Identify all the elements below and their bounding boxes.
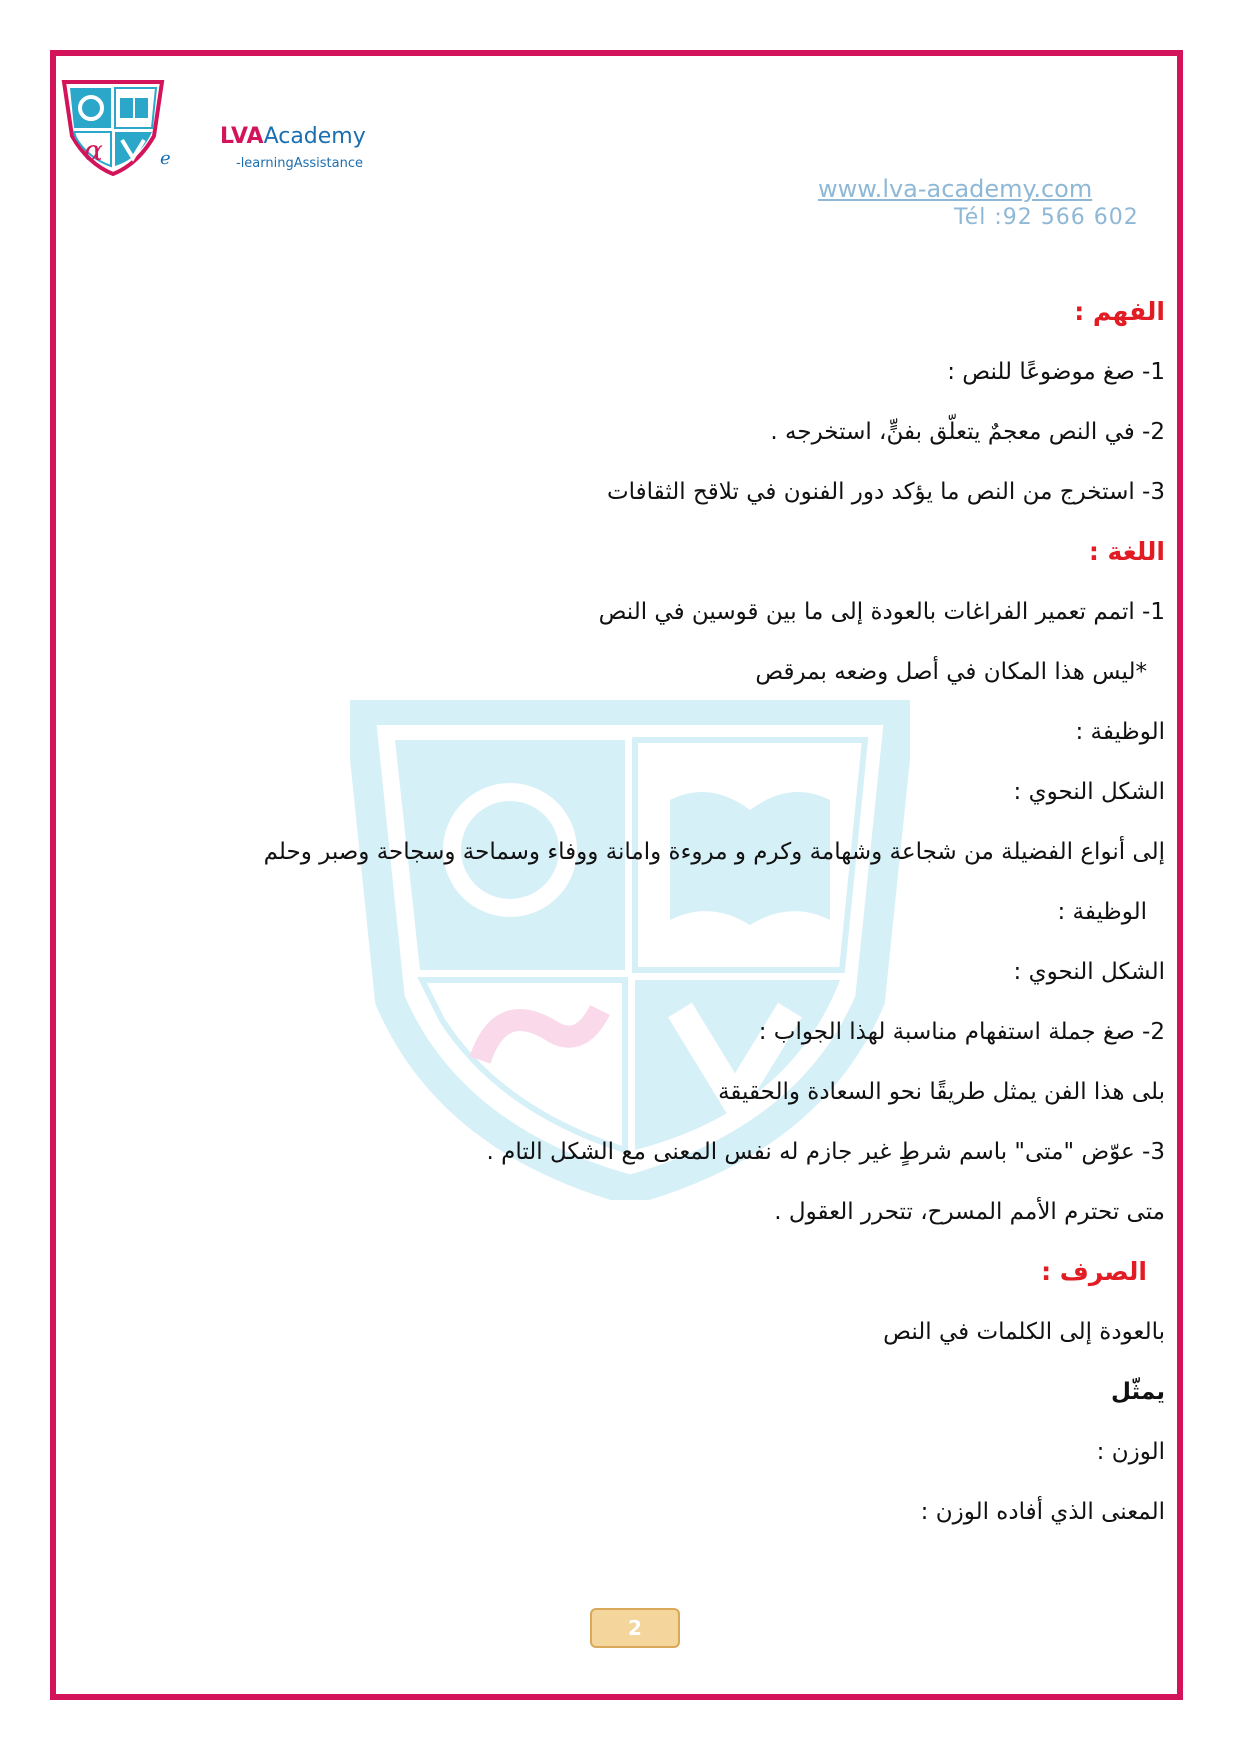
lva-logo-icon	[58, 78, 168, 178]
morphology-intro: بالعودة إلى الكلمات في النص	[883, 1319, 1165, 1345]
language-sentence-2: إلى أنواع الفضيلة من شجاعة وشهامة وكرم و مروءة وامانة ووفاء وسماحة وسجاحة وصبر وحلم	[263, 839, 1165, 865]
comprehension-question-3: 3- استخرج من النص ما يؤكد دور الفنون في تلاقح الثقافات	[607, 479, 1165, 505]
brand-academy: Academy	[263, 124, 366, 149]
language-question-3: 3- عوّض "متى" باسم شرطٍ غير جازم له نفس المعنى مع الشكل التام .	[486, 1139, 1165, 1165]
phone-number: Tél :92 566 602	[954, 205, 1139, 230]
heading-morphology: الصرف :	[1041, 1257, 1147, 1286]
language-sentence-3: متى تحترم الأمم المسرح، تتحرر العقول .	[774, 1199, 1165, 1225]
logo-e-letter: e	[160, 148, 171, 169]
function-label-2: الوظيفة :	[1057, 899, 1147, 925]
brand-name	[220, 124, 366, 149]
comprehension-question-1: 1- صغ موضوعًا للنص :	[947, 359, 1165, 385]
meaning-label: المعنى الذي أفاده الوزن :	[920, 1499, 1165, 1525]
comprehension-question-2: 2- في النص معجمٌ يتعلّق بفنٍّ، استخرجه .	[770, 419, 1165, 445]
morphology-word: يمثّل	[1111, 1379, 1165, 1405]
grammar-form-label-1: الشكل النحوي :	[1013, 779, 1165, 805]
brand-lva: LVA	[220, 124, 264, 149]
heading-comprehension: الفهم :	[1074, 297, 1165, 326]
heading-language: اللغة :	[1088, 537, 1165, 566]
page-number-badge: 2	[590, 1608, 680, 1648]
grammar-form-label-2: الشكل النحوي :	[1013, 959, 1165, 985]
answer-sentence: بلى هذا الفن يمثل طريقًا نحو السعادة والحقيقة	[718, 1079, 1165, 1105]
website-link[interactable]: www.lva-academy.com	[818, 175, 1093, 203]
language-question-1: 1- اتمم تعمير الفراغات بالعودة إلى ما بين قوسين في النص	[598, 599, 1165, 625]
brand-subtitle: -learningAssistance	[236, 156, 363, 171]
language-sentence-1: *ليس هذا المكان في أصل وضعه بمرقص	[755, 659, 1147, 685]
alpha-symbol: α	[84, 134, 103, 167]
weight-label: الوزن :	[1096, 1439, 1165, 1465]
worksheet-content	[150, 282, 1165, 1542]
function-label-1: الوظيفة :	[1075, 719, 1165, 745]
language-question-2: 2- صغ جملة استفهام مناسبة لهذا الجواب :	[758, 1019, 1165, 1045]
